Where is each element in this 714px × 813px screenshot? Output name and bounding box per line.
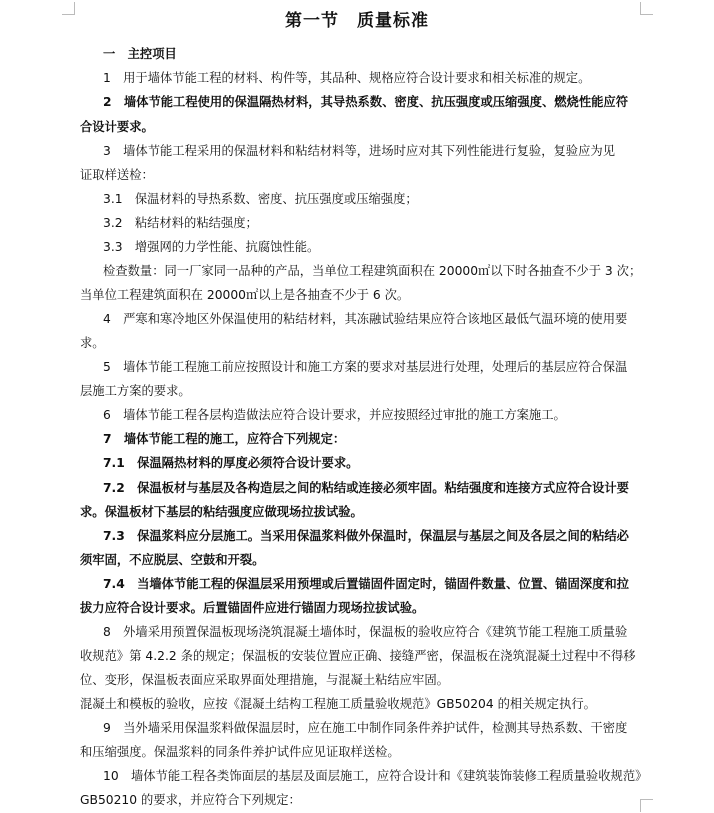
paragraph-line: 须牢固，不应脱层、空鼓和开裂。 <box>80 553 265 567</box>
paragraph-line: 3 墙体节能工程采用的保温材料和粘结材料等，进场时应对其下列性能进行复验，复验应为见 <box>103 144 615 158</box>
paragraph-line: 证取样送检： <box>80 168 154 182</box>
paragraph-line: 7 墙体节能工程的施工，应符合下列规定： <box>103 432 346 446</box>
paragraph-line: 求。 <box>80 336 105 350</box>
paragraph-line: 检查数量：同一厂家同一品种的产品，当单位工程建筑面积在 20000㎡以下时各抽查不少于 3 次； <box>103 264 642 278</box>
paragraph-line: 混凝土和模板的验收，应按《混凝土结构工程施工质量验收规范》GB50204 的相关规定执行。 <box>80 697 596 711</box>
paragraph-line: 当单位工程建筑面积在 20000㎡以上是各抽查不少于 6 次。 <box>80 288 410 302</box>
paragraph-line: 3.3 增强网的力学性能、抗腐蚀性能。 <box>103 240 320 254</box>
paragraph-line: 3.1 保温材料的导热系数、密度、抗压强度或压缩强度； <box>103 192 418 206</box>
paragraph-line: 5 墙体节能工程施工前应按照设计和施工方案的要求对基层进行处理，处理后的基层应符合保温 <box>103 360 628 374</box>
heading-main-items: 一 主控项目 <box>103 47 177 61</box>
paragraph-line: 3.2 粘结材料的粘结强度； <box>103 216 258 230</box>
paragraph-line: 7.3 保温浆料应分层施工。当采用保温浆料做外保温时，保温层与基层之间及各层之间的粘结必 <box>103 529 629 543</box>
paragraph-line: 7.2 保温板材与基层及各构造层之间的粘结或连接必须牢固。粘结强度和连接方式应符合设计要 <box>103 481 629 495</box>
section-title: 第一节 质量标准 <box>285 11 429 31</box>
paragraph-line: 7.4 当墙体节能工程的保温层采用预埋或后置锚固件固定时，锚固件数量、位置、锚固深度和拉 <box>103 577 629 591</box>
paragraph-line: 位、变形，保温板表面应采取界面处理措施，与混凝土粘结应牢固。 <box>80 673 449 687</box>
paragraph-line: 1 用于墙体节能工程的材料、构件等，其品种、规格应符合设计要求和相关标准的规定。 <box>103 71 591 85</box>
paragraph-line: 和压缩强度。保温浆料的同条件养护试件应见证取样送检。 <box>80 745 400 759</box>
paragraph-line: 6 墙体节能工程各层构造做法应符合设计要求，并应按照经过审批的施工方案施工。 <box>103 408 566 422</box>
paragraph-line: 2 墙体节能工程使用的保温隔热材料，其导热系数、密度、抗压强度或压缩强度、燃烧性能应符 <box>103 95 629 109</box>
paragraph-line: 层施工方案的要求。 <box>80 384 191 398</box>
paragraph-line: 8 外墙采用预置保温板现场浇筑混凝土墙体时，保温板的验收应符合《建筑节能工程施工质量验 <box>103 625 628 639</box>
paragraph-line: 9 当外墙采用保温浆料做保温层时，应在施工中制作同条件养护试件，检测其导热系数、干密度 <box>103 721 628 735</box>
paragraph-line: 7.1 保温隔热材料的厚度必须符合设计要求。 <box>103 456 359 470</box>
paragraph-line: 10 墙体节能工程各类饰面层的基层及面层施工，应符合设计和《建筑装饰装修工程质量验收规范》 <box>103 769 648 783</box>
page-corner-mark <box>640 799 653 812</box>
paragraph-line: 合设计要求。 <box>80 120 154 134</box>
paragraph-line: 4 严寒和寒冷地区外保温使用的粘结材料，其冻融试验结果应符合该地区最低气温环境的使用要 <box>103 312 628 326</box>
paragraph-line: 收规范》第 4.2.2 条的规定；保温板的安装位置应正确、接缝严密，保温板在浇筑混凝土过程中不得移 <box>80 649 636 663</box>
paragraph-line: 求。保温板材下基层的粘结强度应做现场拉拔试验。 <box>80 505 363 519</box>
paragraph-line: 拔力应符合设计要求。后置锚固件应进行锚固力现场拉拔试验。 <box>80 601 425 615</box>
paragraph-line: GB50210 的要求，并应符合下列规定： <box>80 793 301 807</box>
